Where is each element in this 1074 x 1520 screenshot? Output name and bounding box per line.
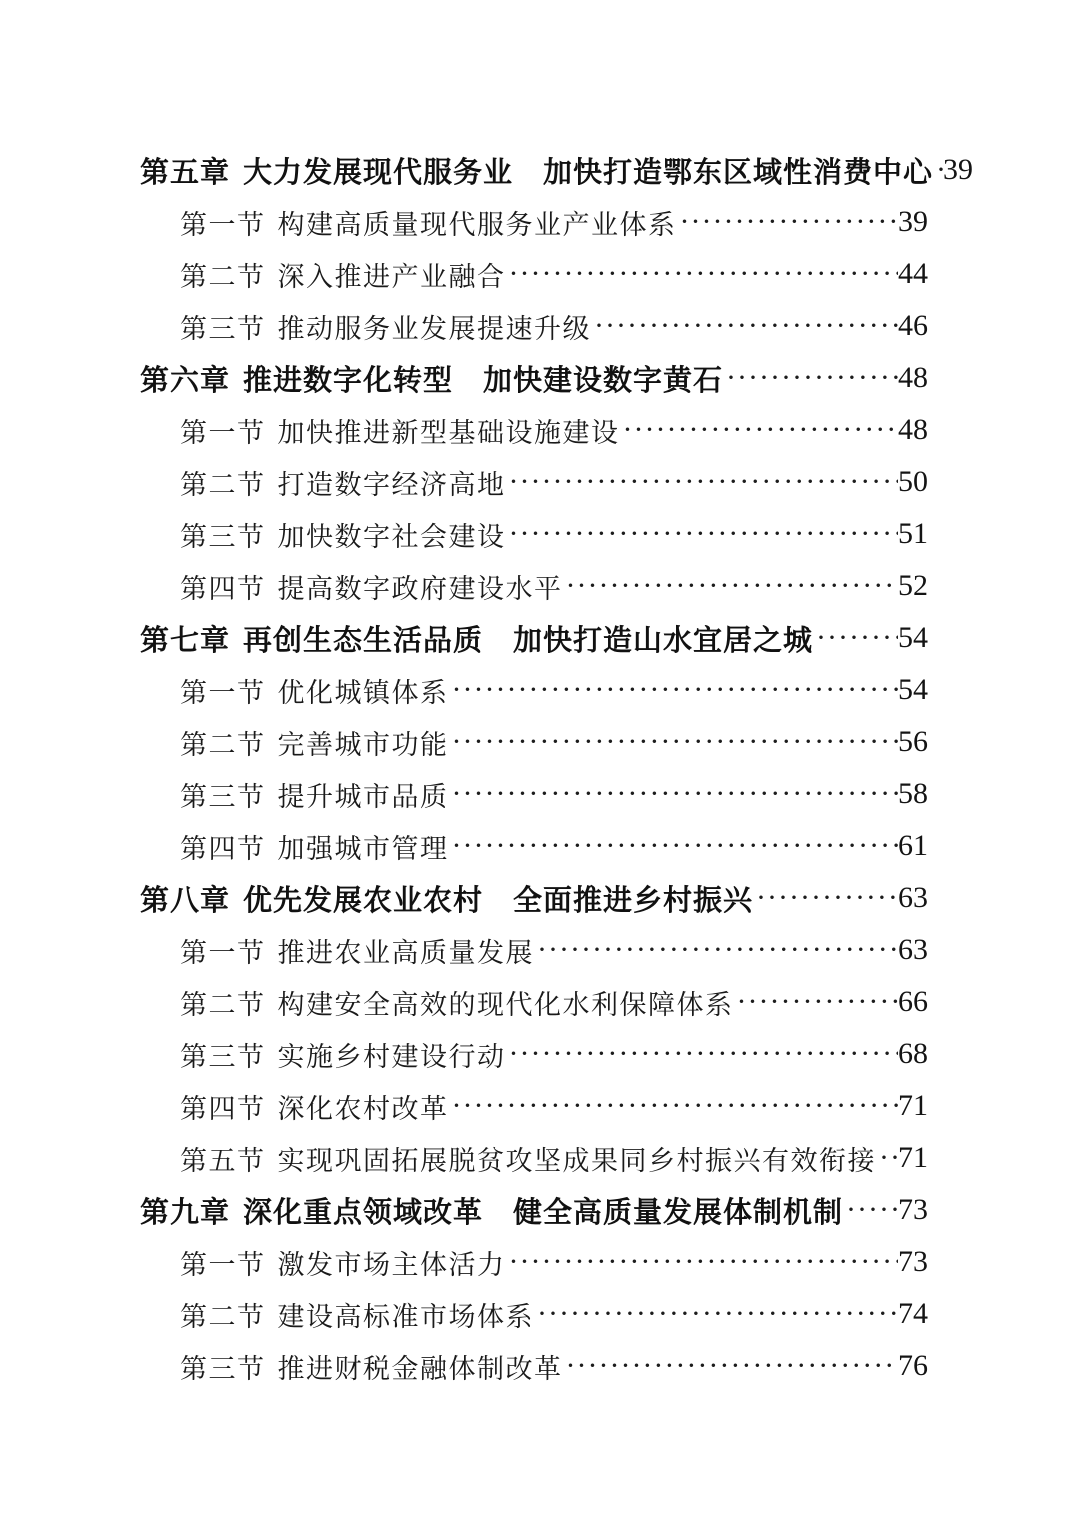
section-number-label: 第三节 (180, 1353, 266, 1384)
chapter-title: 深化重点领域改革 健全高质量发展体制机制 (243, 1196, 844, 1229)
chapter-number-label: 第八章 (140, 884, 231, 917)
dot-leader (506, 257, 899, 291)
dot-leader (449, 777, 899, 811)
dot-leader (677, 205, 899, 239)
section-title: 优化城镇体系 (277, 677, 449, 708)
section-number-label: 第一节 (180, 1249, 266, 1280)
dot-leader (813, 621, 898, 655)
toc-chapter-row (140, 144, 974, 196)
section-number-label: 第一节 (180, 209, 266, 240)
toc-section-row (140, 508, 928, 560)
dot-leader (876, 1141, 898, 1175)
toc-section-row (140, 768, 928, 820)
chapter-page-number: 73 (898, 1193, 928, 1226)
toc-section-row (140, 248, 928, 300)
section-title: 激发市场主体活力 (277, 1249, 506, 1280)
dot-leader (734, 985, 899, 1019)
section-number-label: 第三节 (180, 313, 266, 344)
chapter-number-label: 第五章 (140, 156, 231, 189)
dot-leader (563, 569, 899, 603)
toc-section-row (140, 1028, 928, 1080)
section-page-number: 50 (898, 465, 928, 498)
toc-section-row (140, 1080, 928, 1132)
section-title: 实现巩固拓展脱贫攻坚成果同乡村振兴有效衔接 (277, 1145, 876, 1176)
section-page-number: 71 (898, 1141, 928, 1174)
section-number-label: 第二节 (180, 469, 266, 500)
dot-leader (506, 1037, 899, 1071)
section-page-number: 44 (898, 257, 928, 290)
dot-leader (506, 1245, 899, 1279)
toc-section-row (140, 1236, 928, 1288)
section-page-number: 58 (898, 777, 928, 810)
section-number-label: 第三节 (180, 521, 266, 552)
toc-chapter-row (140, 1184, 928, 1236)
section-title: 推动服务业发展提速升级 (277, 313, 591, 344)
section-title: 加强城市管理 (277, 833, 449, 864)
section-number-label: 第四节 (180, 573, 266, 604)
toc-section-row (140, 456, 928, 508)
section-title: 推进财税金融体制改革 (277, 1353, 563, 1384)
section-page-number: 76 (898, 1349, 928, 1382)
toc-chapter-row (140, 872, 928, 924)
chapter-title: 推进数字化转型 加快建设数字黄石 (243, 364, 724, 397)
toc-section-row (140, 664, 928, 716)
toc-section-row (140, 404, 928, 456)
section-page-number: 63 (898, 933, 928, 966)
section-title: 建设高标准市场体系 (277, 1301, 534, 1332)
toc-section-row (140, 560, 928, 612)
chapter-page-number: 39 (943, 153, 974, 186)
section-number-label: 第三节 (180, 1041, 266, 1072)
section-number-label: 第一节 (180, 417, 266, 448)
toc-section-row (140, 300, 928, 352)
section-page-number: 39 (898, 205, 928, 238)
dot-leader (933, 153, 943, 187)
chapter-title: 再创生态生活品质 加快打造山水宜居之城 (243, 624, 814, 657)
section-title: 提高数字政府建设水平 (277, 573, 563, 604)
toc-section-row (140, 716, 928, 768)
dot-leader (449, 725, 899, 759)
chapter-number-label: 第六章 (140, 364, 231, 397)
section-title: 加快数字社会建设 (277, 521, 506, 552)
dot-leader (591, 309, 898, 343)
section-number-label: 第五节 (180, 1145, 266, 1176)
section-page-number: 73 (898, 1245, 928, 1278)
dot-leader (563, 1349, 899, 1383)
toc-section-row (140, 1132, 928, 1184)
chapter-number-label: 第九章 (140, 1196, 231, 1229)
section-page-number: 74 (898, 1297, 928, 1330)
section-number-label: 第一节 (180, 937, 266, 968)
chapter-title: 优先发展农业农村 全面推进乡村振兴 (243, 884, 754, 917)
toc-list (140, 144, 974, 1392)
toc-section-row (140, 924, 928, 976)
toc-section-row (140, 1288, 928, 1340)
section-number-label: 第二节 (180, 989, 266, 1020)
toc-chapter-row (140, 612, 928, 664)
dot-leader (534, 1297, 898, 1331)
section-page-number: 46 (898, 309, 928, 342)
section-title: 提升城市品质 (277, 781, 449, 812)
section-page-number: 52 (898, 569, 928, 602)
toc-section-row (140, 196, 928, 248)
chapter-number-label: 第七章 (140, 624, 231, 657)
section-number-label: 第四节 (180, 833, 266, 864)
section-number-label: 第四节 (180, 1093, 266, 1124)
section-title: 深入推进产业融合 (277, 261, 506, 292)
section-page-number: 66 (898, 985, 928, 1018)
section-title: 实施乡村建设行动 (277, 1041, 506, 1072)
dot-leader (534, 933, 898, 967)
dot-leader (506, 465, 899, 499)
dot-leader (753, 881, 898, 915)
section-page-number: 56 (898, 725, 928, 758)
chapter-title: 大力发展现代服务业 加快打造鄂东区域性消费中心 (243, 156, 934, 189)
section-title: 加快推进新型基础设施建设 (277, 417, 620, 448)
toc-section-row (140, 820, 928, 872)
section-title: 深化农村改革 (277, 1093, 449, 1124)
toc-chapter-row (140, 352, 928, 404)
dot-leader (620, 413, 899, 447)
section-page-number: 71 (898, 1089, 928, 1122)
section-number-label: 第二节 (180, 729, 266, 760)
toc-section-row (140, 1340, 928, 1392)
section-page-number: 51 (898, 517, 928, 550)
section-title: 打造数字经济高地 (277, 469, 506, 500)
section-title: 完善城市功能 (277, 729, 449, 760)
section-number-label: 第一节 (180, 677, 266, 708)
dot-leader (449, 673, 899, 707)
section-number-label: 第二节 (180, 1301, 266, 1332)
section-page-number: 48 (898, 413, 928, 446)
dot-leader (449, 1089, 899, 1123)
dot-leader (843, 1193, 898, 1227)
section-page-number: 68 (898, 1037, 928, 1070)
chapter-page-number: 63 (898, 881, 928, 914)
toc-section-row (140, 976, 928, 1028)
section-number-label: 第三节 (180, 781, 266, 812)
chapter-page-number: 54 (898, 621, 928, 654)
section-title: 推进农业高质量发展 (277, 937, 534, 968)
section-page-number: 61 (898, 829, 928, 862)
section-page-number: 54 (898, 673, 928, 706)
section-title: 构建高质量现代服务业产业体系 (277, 209, 677, 240)
section-number-label: 第二节 (180, 261, 266, 292)
dot-leader (506, 517, 899, 551)
section-title: 构建安全高效的现代化水利保障体系 (277, 989, 734, 1020)
chapter-page-number: 48 (898, 361, 928, 394)
dot-leader (723, 361, 898, 395)
dot-leader (449, 829, 899, 863)
